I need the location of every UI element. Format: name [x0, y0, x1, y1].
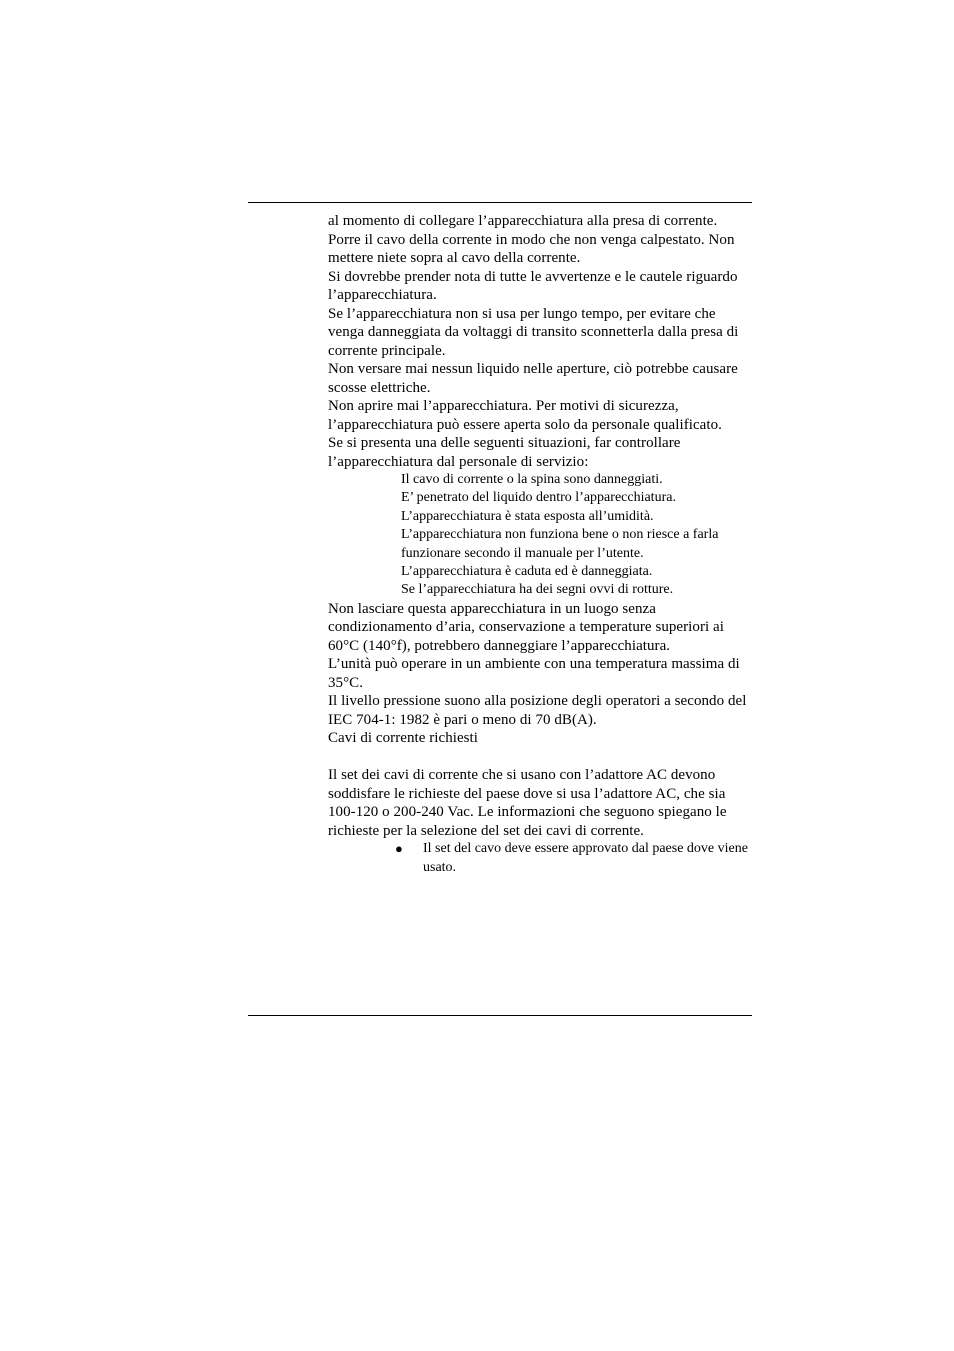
list-item: E’ penetrato del liquido dentro l’apparecchiatura. [401, 490, 676, 506]
list-item: Il cavo di corrente o la spina sono danneggiati. [401, 472, 663, 487]
paragraph: Porre il cavo della corrente in modo che non venga calpestato. Non mettere niete sopra al cavo della corrente. [328, 231, 735, 266]
bullet-icon: ● [395, 841, 403, 857]
footer-rule [248, 1015, 752, 1016]
list-item: L’apparecchiatura è stata esposta all’umidità. [401, 508, 654, 524]
paragraph: L’unità può operare in un ambiente con una temperatura massima di 35°C. [328, 656, 740, 691]
paragraph: Il livello pressione suono alla posizione degli operatori a secondo del IEC 704-1: 1982 è pari o meno di 70 dB(A). [328, 693, 747, 728]
paragraph: Non lasciare questa apparecchiatura in un luogo senza condizionamento d’aria, conservazione a temperature superiori ai 60°C (140°f), potrebbero danneggiare l’apparecchiatura. [328, 600, 724, 654]
header-rule [248, 202, 752, 203]
service-situations-list [328, 471, 752, 600]
paragraph: al momento di collegare l’apparecchiatura alla presa di corrente. [328, 213, 718, 229]
paragraph: Si dovrebbe prender nota di tutte le avvertenze e le cautele riguardo l’apparecchiatura. [328, 268, 738, 303]
spacer [328, 748, 752, 767]
paragraph: Non versare mai nessun liquido nelle aperture, ciò potrebbe causare scosse elettriche. [328, 361, 738, 396]
paragraph: Il set dei cavi di corrente che si usano con l’adattore AC devono soddisfare le richieste del paese dove si usa l’adattore AC, che sia 100-120 o 200-240 Vac. Le informazioni che seguono spiegano le richieste per la selezione del set dei cavi di corrente. [328, 767, 727, 839]
paragraph: Se l’apparecchiatura non si usa per lungo tempo, per evitare che venga danneggiata da voltaggi di transito sconnetterla dalla presa di corrente principale. [328, 305, 739, 359]
list-item: Se l’apparecchiatura ha dei segni ovvi di rotture. [401, 582, 674, 598]
paragraph: Se si presenta una delle seguenti situazioni, far controllare l’apparecchiatura dal personale di servizio: [328, 435, 681, 470]
page-body [328, 212, 752, 877]
list-item [328, 840, 752, 877]
list-item: L’apparecchiatura è caduta ed è danneggiata. [401, 564, 653, 580]
paragraph: Non aprire mai l’apparecchiatura. Per motivi di sicurezza, l’apparecchiatura può essere aperta solo da personale qualificato. [328, 398, 722, 433]
section-heading: Cavi di corrente richiesti [328, 730, 478, 747]
list-item: L’apparecchiatura non funziona bene o non riesce a farla funzionare secondo il manuale per l’utente. [401, 527, 719, 561]
requirements-list [328, 840, 752, 877]
list-item-text: Il set del cavo deve essere approvato dal paese dove viene usato. [423, 841, 748, 875]
